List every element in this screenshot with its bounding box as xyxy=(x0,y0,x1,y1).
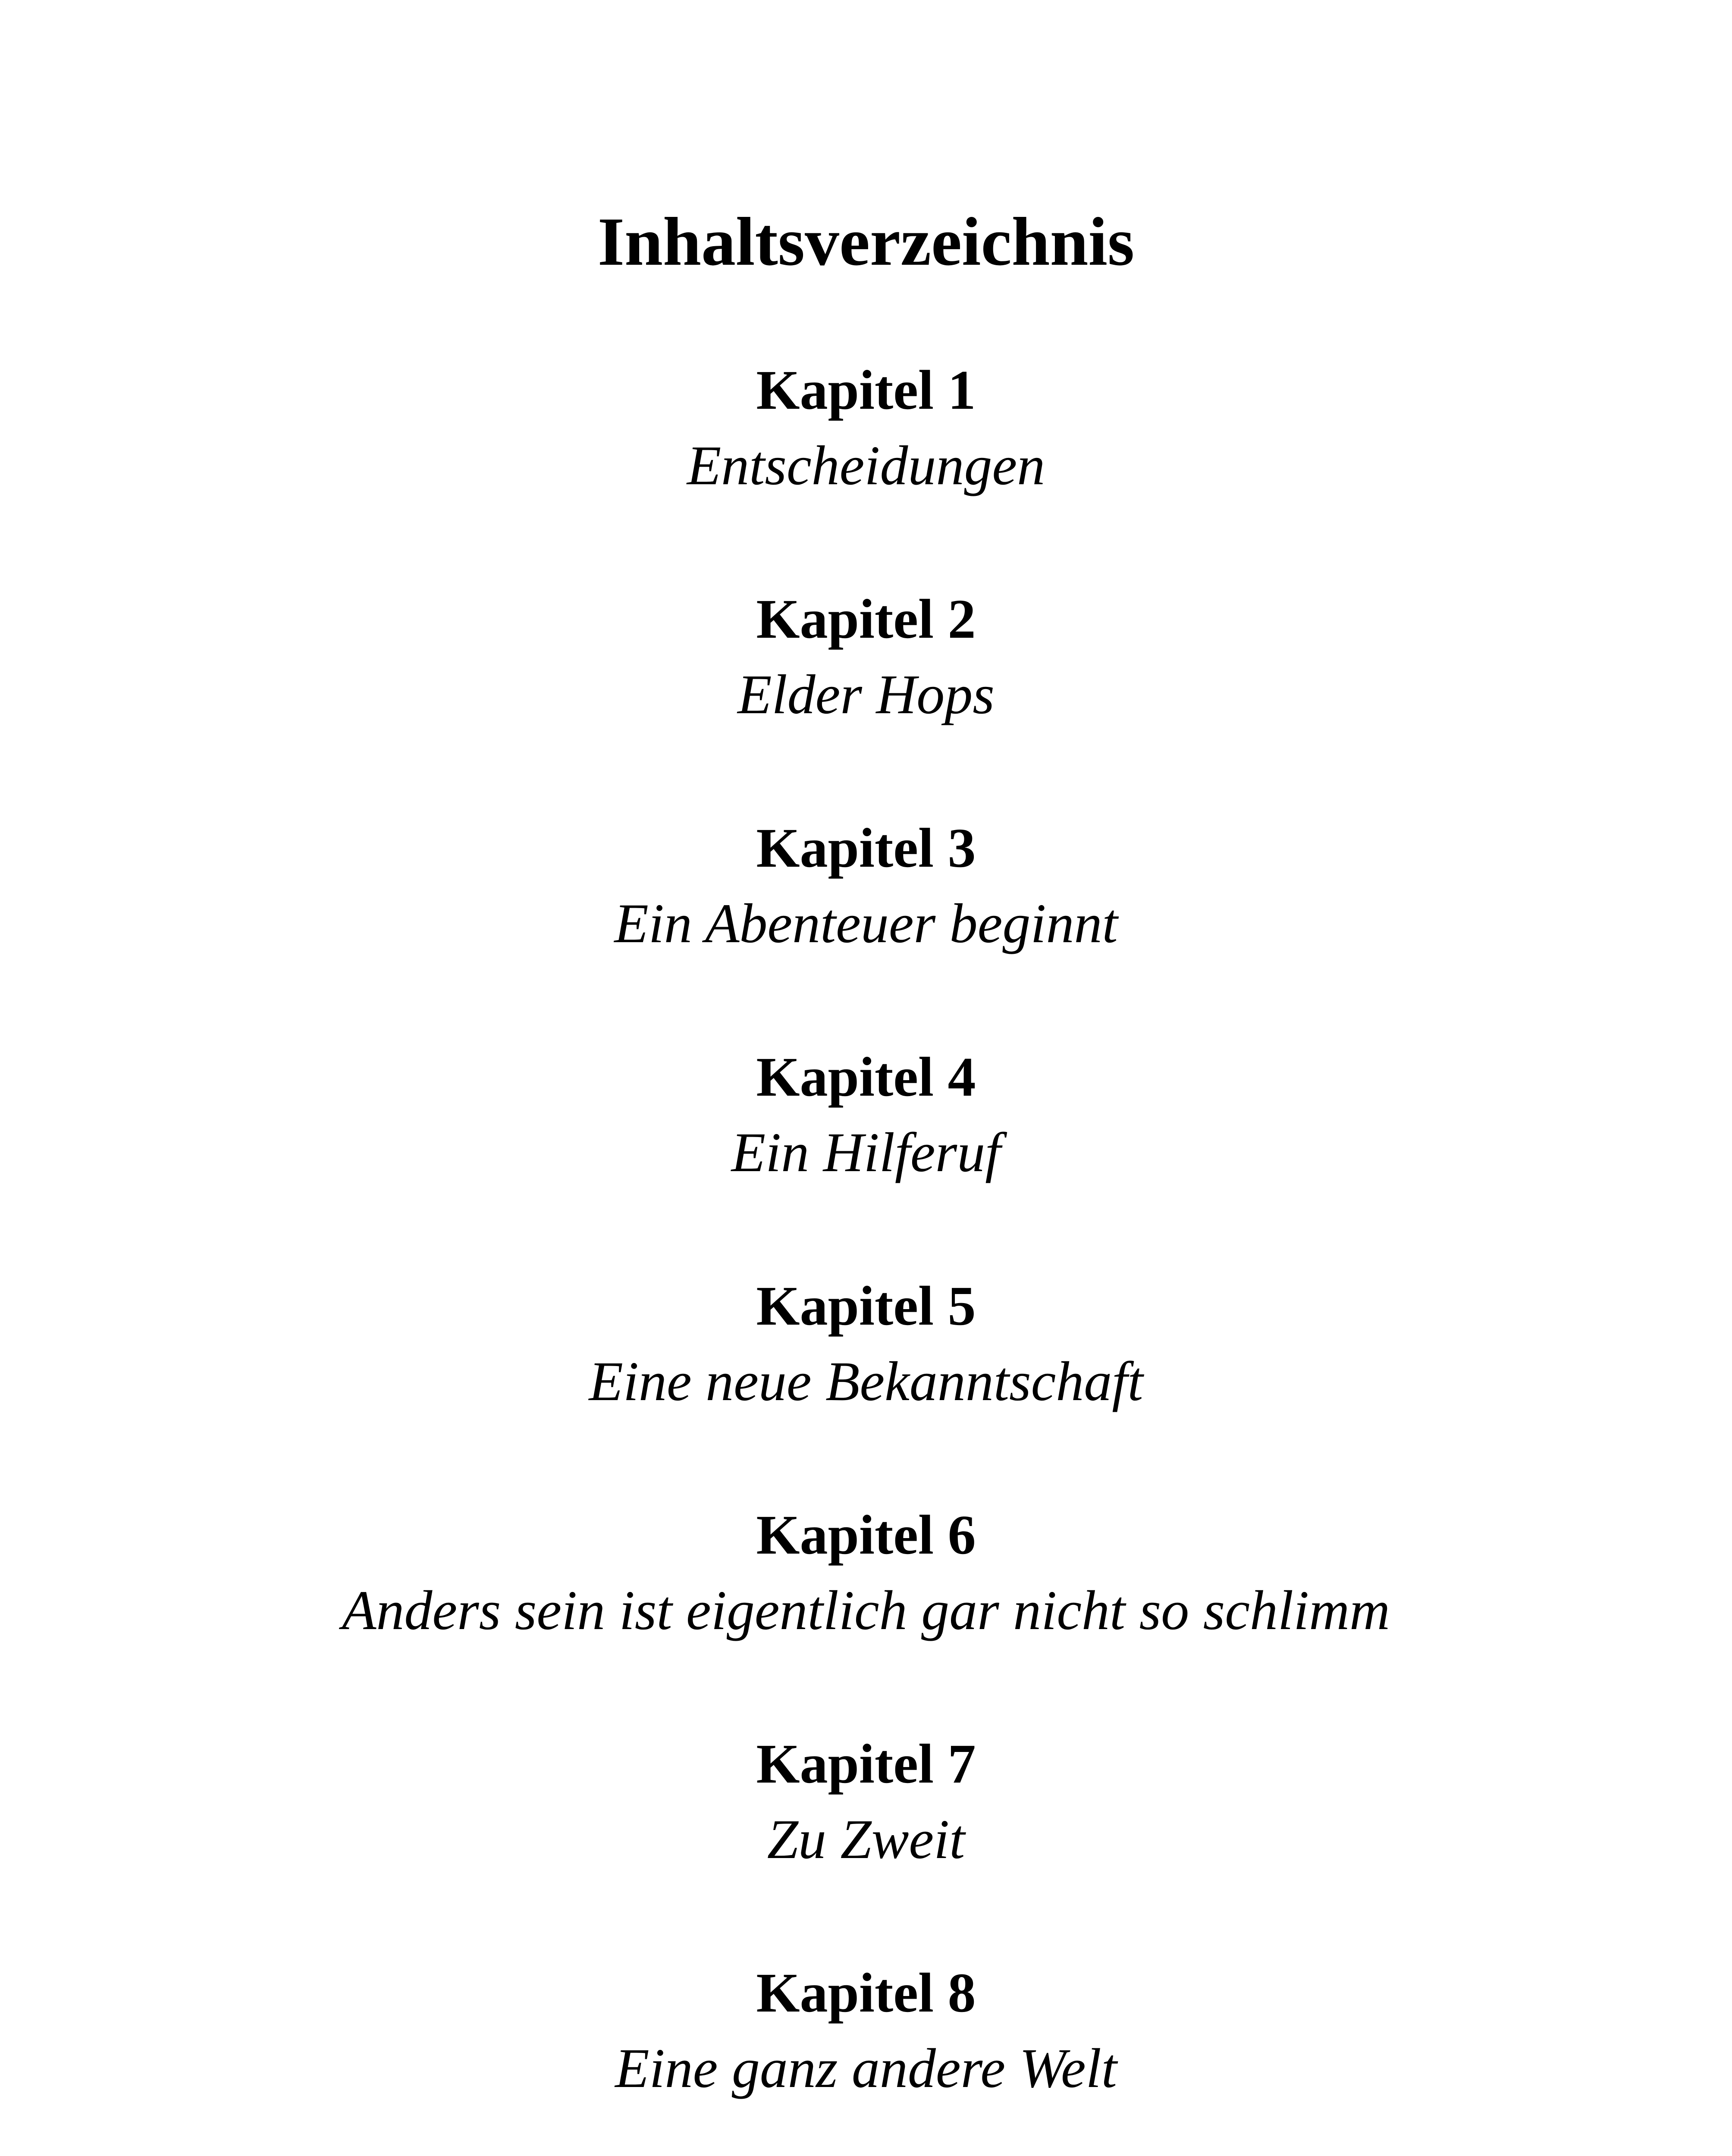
toc-entry xyxy=(0,1040,1732,1269)
chapter-number: Kapitel 3 xyxy=(756,817,976,879)
chapter-title: Anders sein ist eigentlich gar nicht so schlimm xyxy=(342,1579,1390,1642)
chapter-number: Kapitel 4 xyxy=(756,1046,976,1108)
chapter-number: Kapitel 1 xyxy=(756,359,976,421)
toc-entry xyxy=(0,1269,1732,1498)
chapter-title: Eine neue Bekanntschaft xyxy=(589,1351,1143,1413)
chapter-number: Kapitel 8 xyxy=(756,1962,976,2024)
table-of-contents xyxy=(0,354,1732,2156)
chapter-title: Ein Abenteuer beginnt xyxy=(614,893,1118,955)
chapter-number: Kapitel 2 xyxy=(756,588,976,650)
chapter-number: Kapitel 5 xyxy=(756,1275,976,1337)
chapter-title: Ein Hilferuf xyxy=(731,1122,1001,1184)
chapter-number: Kapitel 6 xyxy=(756,1504,976,1566)
chapter-title: Eine ganz andere Welt xyxy=(615,2037,1117,2100)
toc-entry xyxy=(0,1956,1732,2156)
toc-entry xyxy=(0,1498,1732,1727)
chapter-title: Zu Zweit xyxy=(767,1808,965,1871)
chapter-title: Elder Hops xyxy=(737,664,995,726)
toc-entry xyxy=(0,1727,1732,1956)
page-title: Inhaltsverzeichnis xyxy=(597,203,1135,280)
toc-entry xyxy=(0,812,1732,1040)
chapter-number: Kapitel 7 xyxy=(756,1733,976,1795)
chapter-title: Entscheidungen xyxy=(687,435,1045,497)
toc-entry xyxy=(0,583,1732,812)
toc-entry xyxy=(0,354,1732,583)
